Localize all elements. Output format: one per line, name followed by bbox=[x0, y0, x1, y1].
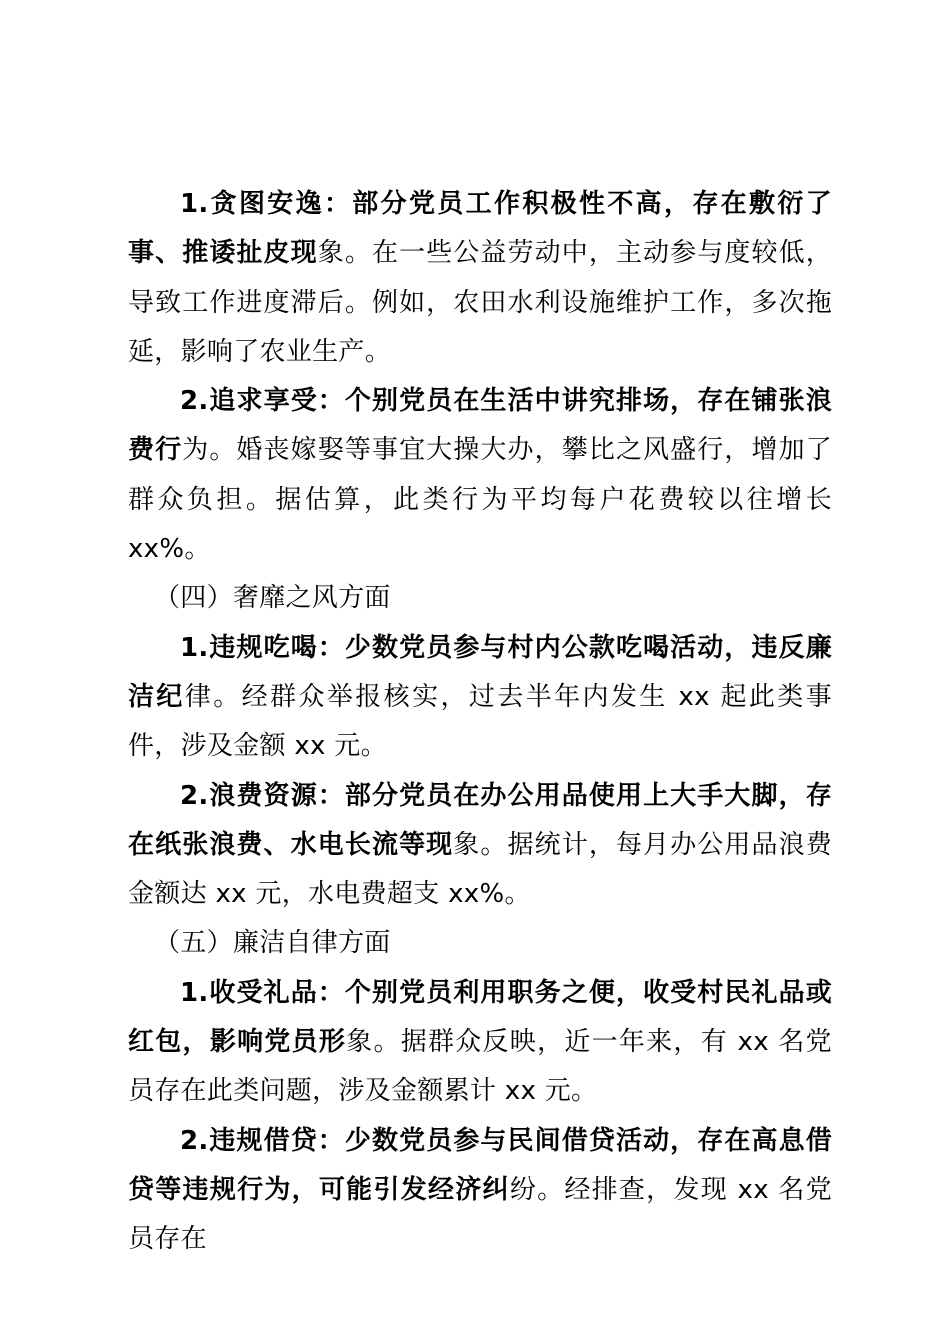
paragraph-item-hedonism-2 bbox=[128, 377, 832, 574]
paragraph-item-dining-1 bbox=[128, 624, 832, 772]
paragraph-lead: 2.浪费资源：部分党员在办公用品使用上大手大脚，存在纸张浪费、水电长流等现 bbox=[128, 780, 832, 860]
paragraph-item-gifts-1 bbox=[128, 969, 832, 1117]
paragraph-lead: 2.追求享受：个别党员在生活中讲究排场，存在铺张浪费行 bbox=[128, 386, 832, 466]
document-body bbox=[128, 180, 832, 1265]
paragraph-lead: 2.违规借贷：少数党员参与民间借贷活动，存在高息借贷等违规行为，可能引发经济纠 bbox=[128, 1125, 832, 1205]
section-heading-integrity: （五）廉洁自律方面 bbox=[154, 928, 391, 959]
paragraph-lead: 1.违规吃喝：少数党员参与村内公款吃喝活动，违反廉洁纪 bbox=[128, 632, 832, 712]
paragraph-text: 为。婚丧嫁娶等事宜大操大办，攀比之风盛行，增加了群众负担。据估算，此类行为平均每户花费较以往增长 xx%。 bbox=[128, 435, 832, 565]
paragraph-lead: 1.贪图安逸：部分党员工作积极性不高，存在敷衍了事、推诿扯皮现 bbox=[128, 189, 832, 269]
paragraph-item-slack-1 bbox=[128, 180, 832, 377]
paragraph-text: 象。据群众反映，近一年来，有 xx 名党员存在此类问题，涉及金额累计 xx 元。 bbox=[128, 1027, 832, 1107]
paragraph-text: 象。据统计，每月办公用品浪费金额达 xx 元，水电费超支 xx%。 bbox=[128, 829, 832, 910]
section-heading-extravagance: （四）奢靡之风方面 bbox=[154, 583, 391, 614]
paragraph-text: 纷。经排查，发现 xx 名党员存在 bbox=[128, 1174, 832, 1255]
paragraph-text: 象。在一些公益劳动中，主动参与度较低，导致工作进度滞后。例如，农田水利设施维护工作，多次拖延，影响了农业生产。 bbox=[128, 238, 833, 367]
paragraph-item-lending-2 bbox=[128, 1117, 832, 1265]
paragraph-text: 律。经群众举报核实，过去半年内发生 xx 起此类事件，涉及金额 xx 元。 bbox=[128, 681, 832, 762]
paragraph-lead: 1.收受礼品：个别党员利用职务之便，收受村民礼品或红包，影响党员形 bbox=[128, 977, 832, 1058]
paragraph-item-waste-2 bbox=[128, 772, 832, 920]
